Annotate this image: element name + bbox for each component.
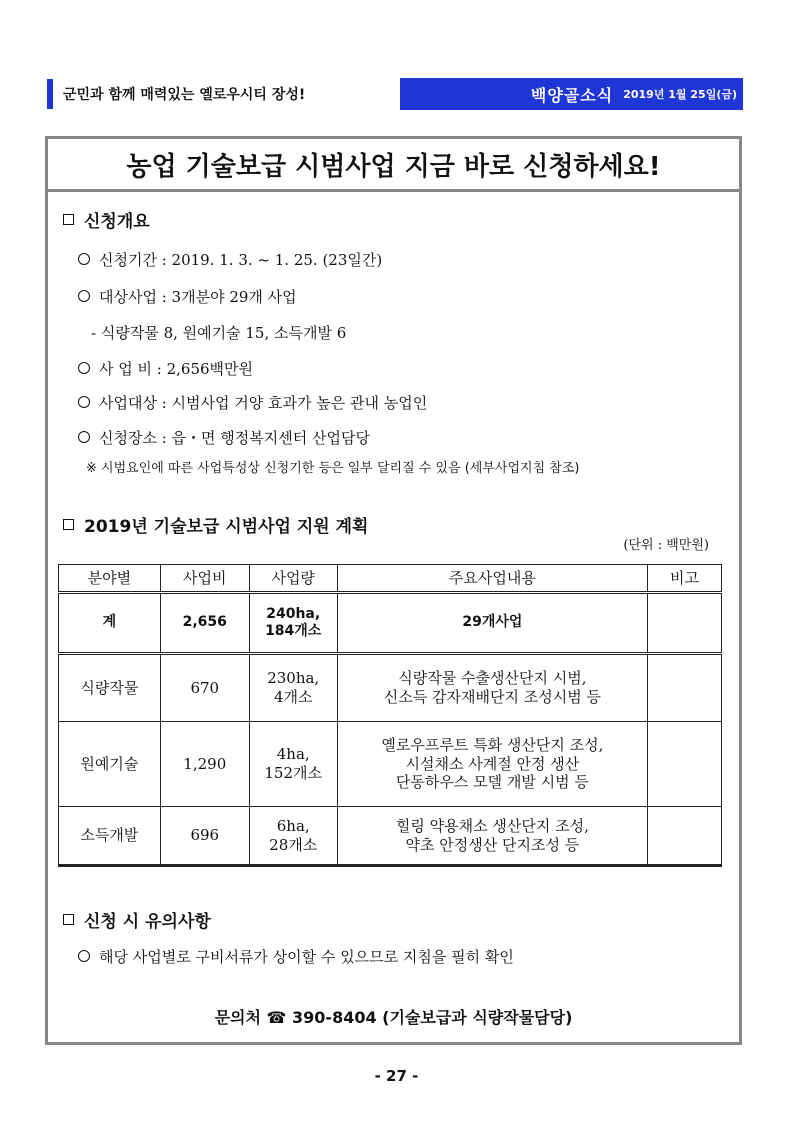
total-remark — [648, 593, 722, 654]
row-remark — [648, 654, 722, 722]
total-amount: 240ha, 184개소 — [249, 593, 337, 654]
overview-budget: 사 업 비 : 2,656백만원 — [78, 358, 253, 379]
section-overview-heading: 신청개요 — [63, 207, 150, 232]
section-notice-heading: 신청 시 유의사항 — [63, 907, 211, 932]
header-slogan: 군민과 함께 매력있는 옐로우시티 장성! — [63, 87, 306, 103]
page-number: - 27 - — [374, 1067, 419, 1085]
total-content: 29개사업 — [337, 593, 647, 654]
column-header: 주요사업내용 — [337, 565, 647, 593]
overview-note: ※ 시범요인에 따른 사업특성상 신청기한 등은 일부 달리질 수 있음 (세부사업지침 참조) — [86, 461, 580, 476]
row-field: 식량작물 — [59, 654, 161, 722]
total-cost: 2,656 — [160, 593, 249, 654]
column-header: 분야별 — [59, 565, 161, 593]
page-title: 농업 기술보급 시범사업 지금 바로 신청하세요! — [48, 139, 739, 192]
total-field: 계 — [59, 593, 161, 654]
table-row — [59, 722, 722, 807]
overview-breakdown: - 식량작물 8, 원예기술 15, 소득개발 6 — [91, 324, 347, 342]
overview-place: 신청장소 : 읍・면 행정복지센터 산업담당 — [78, 427, 370, 448]
table-row — [59, 807, 722, 866]
notice-item: 해당 사업별로 구비서류가 상이할 수 있으므로 지침을 필히 확인 — [78, 946, 514, 967]
row-content: 옐로우프루트 특화 생산단지 조성, 시설채소 사계절 안정 생산 단동하우스 모델 개발 시범 등 — [337, 722, 647, 807]
circle-bullet-icon — [78, 290, 90, 302]
row-cost: 1,290 — [160, 722, 249, 807]
row-cost: 696 — [160, 807, 249, 866]
circle-bullet-icon — [78, 431, 90, 443]
row-remark — [648, 807, 722, 866]
circle-bullet-icon — [78, 396, 90, 408]
overview-period: 신청기간 : 2019. 1. 3. ~ 1. 25. (23일간) — [78, 249, 382, 270]
header-accent-bar — [47, 79, 53, 109]
header-publication-box — [400, 78, 743, 110]
square-bullet-icon — [63, 519, 74, 530]
row-field: 소득개발 — [59, 807, 161, 866]
circle-bullet-icon — [78, 362, 90, 374]
support-plan-table — [58, 564, 722, 867]
publication-date: 2019년 1월 25일(금) — [623, 88, 737, 101]
table-total-row — [59, 593, 722, 654]
circle-bullet-icon — [78, 253, 90, 265]
circle-bullet-icon — [78, 950, 90, 962]
contact-info: 문의처 ☎ 390-8404 (기술보급과 식량작물담당) — [214, 1008, 573, 1027]
square-bullet-icon — [63, 914, 74, 925]
row-field: 원예기술 — [59, 722, 161, 807]
row-content: 식량작물 수출생산단지 시범, 신소득 감자재배단지 조성시범 등 — [337, 654, 647, 722]
overview-target-projects: 대상사업 : 3개분야 29개 사업 — [78, 286, 297, 307]
row-cost: 670 — [160, 654, 249, 722]
row-amount: 4ha, 152개소 — [249, 722, 337, 807]
overview-beneficiary: 사업대상 : 시범사업 거양 효과가 높은 관내 농업인 — [78, 392, 427, 413]
column-header: 비고 — [648, 565, 722, 593]
row-amount: 6ha, 28개소 — [249, 807, 337, 866]
table-unit: (단위 : 백만원) — [623, 538, 709, 553]
table-header-row — [59, 565, 722, 593]
column-header: 사업비 — [160, 565, 249, 593]
section-plan-heading: 2019년 기술보급 시범사업 지원 계획 — [63, 512, 368, 537]
column-header: 사업량 — [249, 565, 337, 593]
square-bullet-icon — [63, 214, 74, 225]
table-row — [59, 654, 722, 722]
row-remark — [648, 722, 722, 807]
publication-name: 백양골소식 — [530, 85, 614, 105]
content-frame — [45, 136, 742, 1045]
row-amount: 230ha, 4개소 — [249, 654, 337, 722]
row-content: 힐링 약용채소 생산단지 조성, 약초 안정생산 단지조성 등 — [337, 807, 647, 866]
